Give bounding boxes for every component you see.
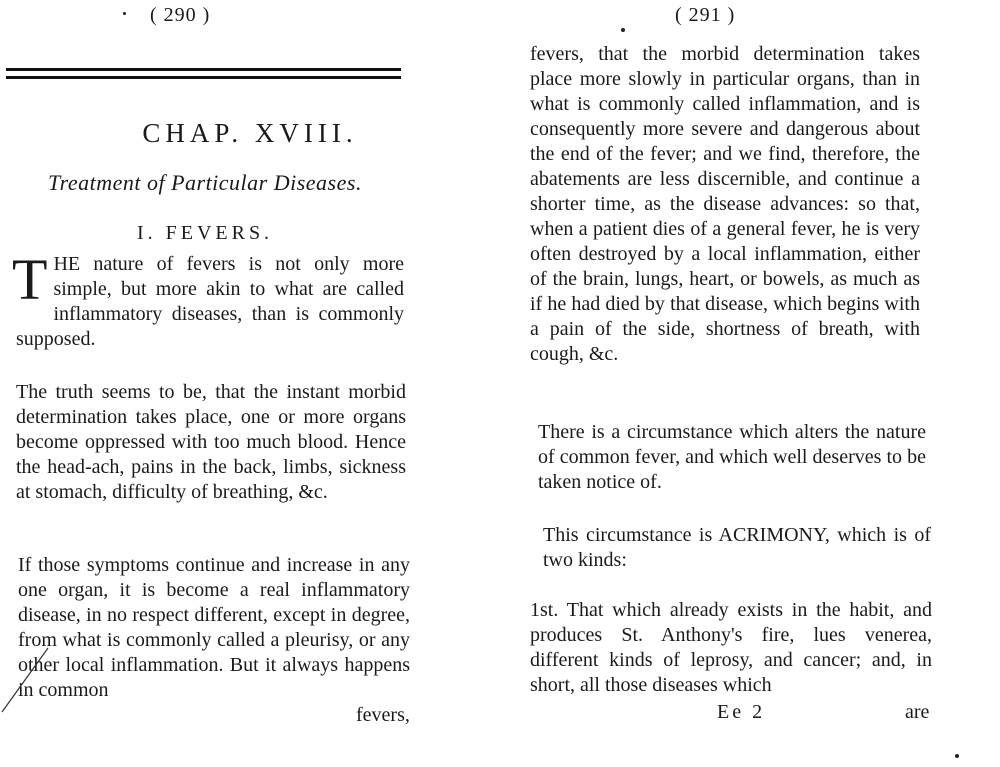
decorative-rule	[6, 68, 401, 71]
paragraph-text: HE nature of fevers is not only more simple, but more akin to what are called inflammatory diseases, than is commonly supposed.	[16, 253, 404, 350]
page-number: ( 291 )	[675, 4, 736, 26]
paragraph: There is a circumstance which alters the nature of common fever, and which well deserves to be taken notice of.	[538, 421, 926, 493]
decorative-rule	[6, 76, 401, 79]
pen-stroke-mark	[0, 640, 60, 715]
section-heading: I. FEVERS.	[136, 222, 274, 244]
catchword: fevers,	[356, 704, 410, 726]
ink-speck	[123, 12, 126, 15]
paragraph: The truth seems to be, that the instant morbid determination takes place, one or more organs become oppressed with too much blood. Hence the head-ach, pains in the back, limbs, sickness at stomach, difficulty of breathing, &c.	[16, 381, 406, 503]
paragraph: If those symptoms continue and increase in any one organ, it is become a real inflammatory disease, in no respect different, except in degree, from what is commonly called a pleurisy, or any other local inflammation. But it always happens in common	[18, 554, 410, 701]
ink-speck	[621, 28, 625, 32]
right-page	[500, 0, 1000, 767]
ink-speck	[955, 754, 959, 758]
signature-mark: Ee 2	[717, 701, 766, 723]
page-number: ( 290 )	[150, 4, 211, 26]
catchword: are	[905, 701, 930, 723]
chapter-heading: CHAP. XVIII.	[142, 118, 358, 148]
paragraph: This circumstance is ACRIMONY, which is of two kinds:	[543, 524, 931, 571]
paragraph: fevers, that the morbid determination takes place more slowly in particular organs, than in what is commonly called inflammation, and is consequently more severe and dangerous about the end of the fever; and we find, therefore, the abatements are less discernible, and continue a shorter time, as the disease advances: so that, when a patient dies of a general fever, he is very often destroyed by a local inflammation, either of the brain, lungs, heart, or bowels, as much as if he had died by that disease, which begins with a pain of the side, shortness of breath, with cough, &c.	[530, 43, 920, 365]
paragraph: 1st. That which already exists in the habit, and produces St. Anthony's fire, lues venerea, different kinds of leprosy, and cancer; and, in short, all those diseases which	[530, 599, 932, 696]
chapter-subtitle: Treatment of Particular Diseases.	[48, 170, 362, 195]
drop-cap: T	[12, 247, 48, 312]
paragraph	[12, 247, 404, 352]
